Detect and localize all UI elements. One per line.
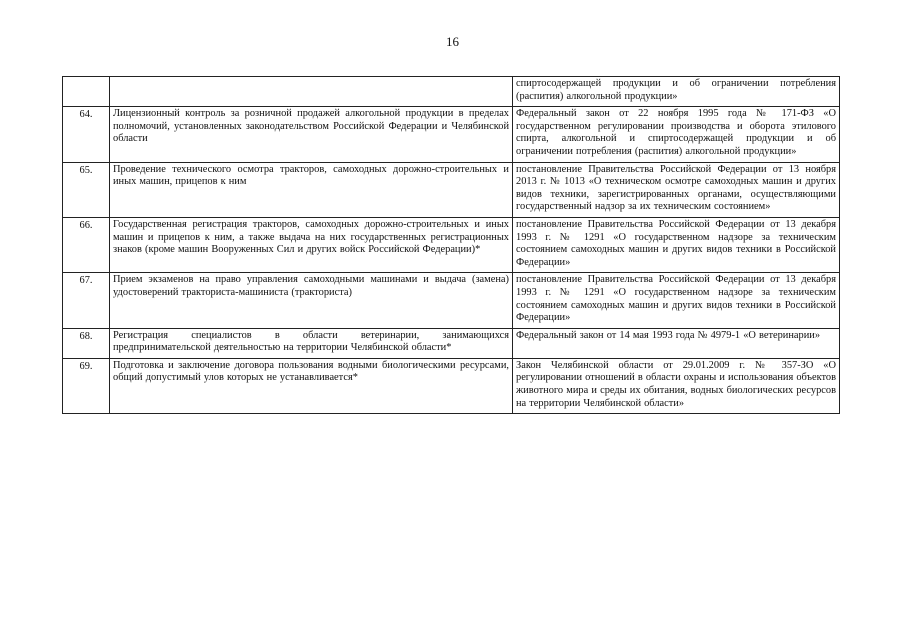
service-name: Регистрация специалистов в области ветеринарии, занимающихся предпринимательской деятельностью на территории Челябинской области* — [110, 328, 513, 358]
table-row-65 — [63, 162, 840, 217]
service-name: Подготовка и заключение договора пользования водными биологическими ресурсами, общий допустимый улов которых не устанавливается* — [110, 358, 513, 413]
row-number: 69. — [63, 358, 110, 413]
legal-basis: Федеральный закон от 14 мая 1993 года № 4979-1 «О ветеринарии» — [513, 328, 840, 358]
row-number: 68. — [63, 328, 110, 358]
row-number: 66. — [63, 217, 110, 272]
legal-basis: постановление Правительства Российской Федерации от 13 ноября 2013 г. № 1013 «О техническом осмотре самоходных машин и других видов техники, зарегистрированных органами, осуществляющими государственный надзор за их техническим состоянием» — [513, 162, 840, 217]
table-row-68 — [63, 328, 840, 358]
page-number: 16 — [446, 34, 459, 49]
service-name: Лицензионный контроль за розничной продажей алкогольной продукции в пределах полномочий, установленных законодательством Российской Федерации и Челябинской области — [110, 107, 513, 162]
legal-basis: спиртосодержащей продукции и об ограничении потребления (распития) алкогольной продукции» — [513, 77, 840, 107]
row-number: 65. — [63, 162, 110, 217]
service-name: Прием экзаменов на право управления самоходными машинами и выдача (замена) удостоверений тракториста-машиниста (тракториста) — [110, 273, 513, 328]
table-row-64 — [63, 107, 840, 162]
table-row-66 — [63, 217, 840, 272]
table-row-continued — [63, 77, 840, 107]
row-number: 64. — [63, 107, 110, 162]
services-table — [62, 76, 840, 414]
table-row-69 — [63, 358, 840, 413]
service-name — [110, 77, 513, 107]
legal-basis: постановление Правительства Российской Федерации от 13 декабря 1993 г. № 1291 «О государственном надзоре за техническим состоянием самоходных машин и других видов техники в Российской Федерации» — [513, 273, 840, 328]
service-name: Проведение технического осмотра тракторов, самоходных дорожно-строительных и иных машин, прицепов к ним — [110, 162, 513, 217]
service-name: Государственная регистрация тракторов, самоходных дорожно-строительных и иных машин и прицепов к ним, а также выдача на них государственных регистрационных знаков (кроме машин Вооруженных Сил и других войск Российской Федерации)* — [110, 217, 513, 272]
legal-basis: Федеральный закон от 22 ноября 1995 года № 171-ФЗ «О государственном регулировании производства и оборота этилового спирта, алкогольной и спиртосодержащей продукции и об ограничении потребления (распития) алкогольной продукции» — [513, 107, 840, 162]
row-number — [63, 77, 110, 107]
legal-basis: постановление Правительства Российской Федерации от 13 декабря 1993 г. № 1291 «О государственном надзоре за техническим состоянием самоходных машин и других видов техники в Российской Федерации» — [513, 217, 840, 272]
legal-basis: Закон Челябинской области от 29.01.2009 г. № 357-ЗО «О регулировании отношений в области охраны и использования объектов животного мира и среды их обитания, водных биологических ресурсов на территории Челябинской области» — [513, 358, 840, 413]
row-number: 67. — [63, 273, 110, 328]
table-row-67 — [63, 273, 840, 328]
